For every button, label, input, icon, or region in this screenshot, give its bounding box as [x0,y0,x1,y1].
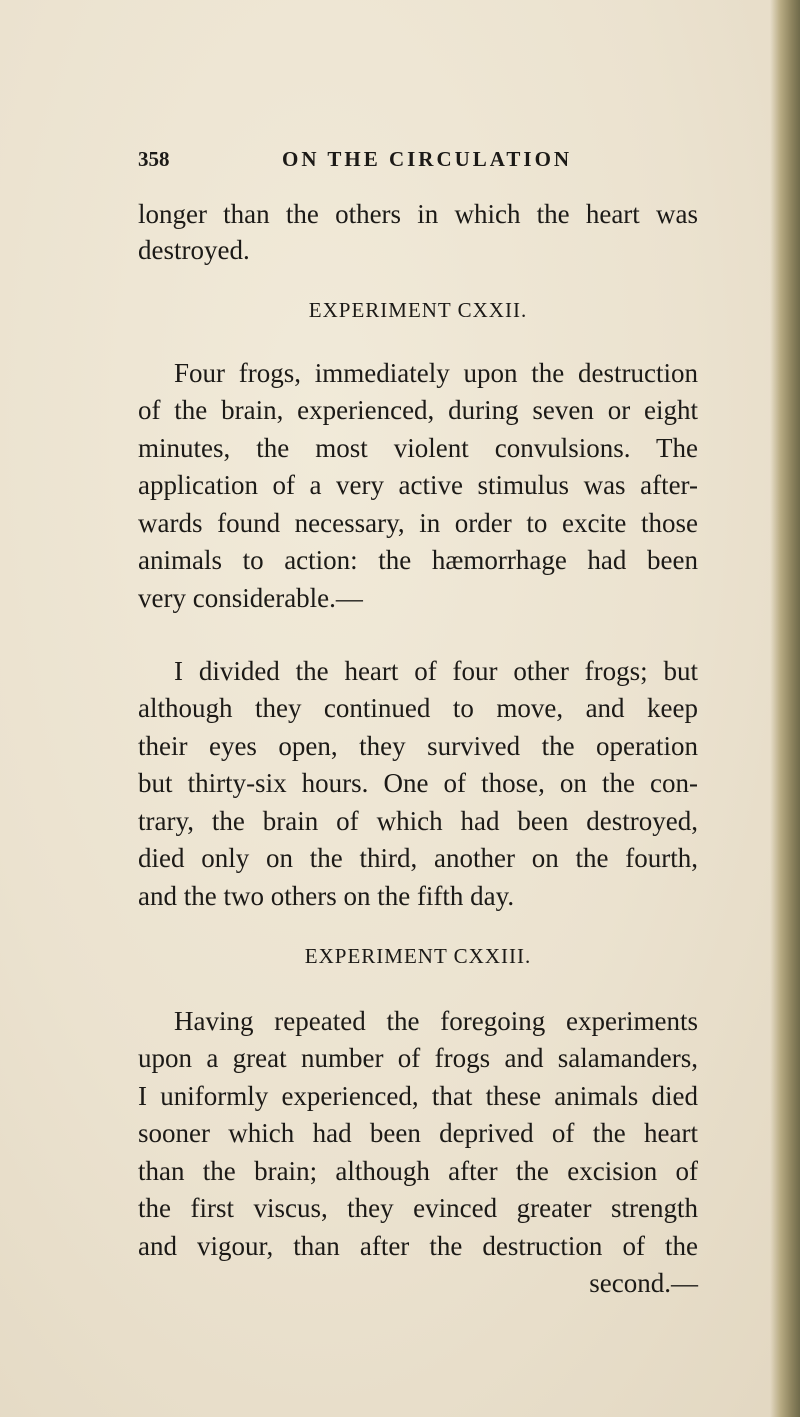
running-head: ON THE CIRCULATION [282,147,573,171]
experiment-heading: EXPERIMENT CXXII. [308,298,528,322]
text-line: and vigour, than after the destruction of the [138,1231,698,1261]
text-line: the first viscus, they evinced greater strength [138,1193,698,1223]
text-line: of the brain, experienced, during seven or eight [138,395,698,425]
text-line: Having repeated the foregoing experiments [174,1006,698,1036]
text-line: died only on the third, another on the fourth, [138,843,698,873]
text-line: but thirty-six hours. One of those, on the con- [138,768,698,798]
text-line: wards found necessary, in order to excite those [138,508,698,538]
text-line: Four frogs, immediately upon the destruction [174,358,698,388]
page-edge-shadow [770,0,800,1417]
catchword-line: second.— [589,1268,698,1298]
text-line: their eyes open, they survived the operation [138,731,698,761]
page-number: 358 [138,147,170,171]
text-line: very considerable.— [138,583,363,613]
text-line: I uniformly experienced, that these animals died [138,1081,698,1111]
text-line: application of a very active stimulus was after- [138,470,698,500]
text-line: and the two others on the fifth day. [138,881,515,911]
page-header [138,147,698,179]
text-line: animals to action: the hæmorrhage had been [138,545,698,575]
text-line: longer than the others in which the heart was [138,199,698,229]
text-line: than the brain; although after the excision of [138,1156,698,1186]
text-line: although they continued to move, and keep [138,693,698,723]
experiment-heading: EXPERIMENT CXXIII. [304,944,532,968]
text-line: sooner which had been deprived of the heart [138,1118,698,1148]
text-line: I divided the heart of four other frogs; but [174,656,698,686]
text-line: minutes, the most violent convulsions. The [138,433,698,463]
text-line: upon a great number of frogs and salamanders, [138,1043,698,1073]
text-line: trary, the brain of which had been destroyed, [138,806,698,836]
text-line: destroyed. [138,235,250,265]
